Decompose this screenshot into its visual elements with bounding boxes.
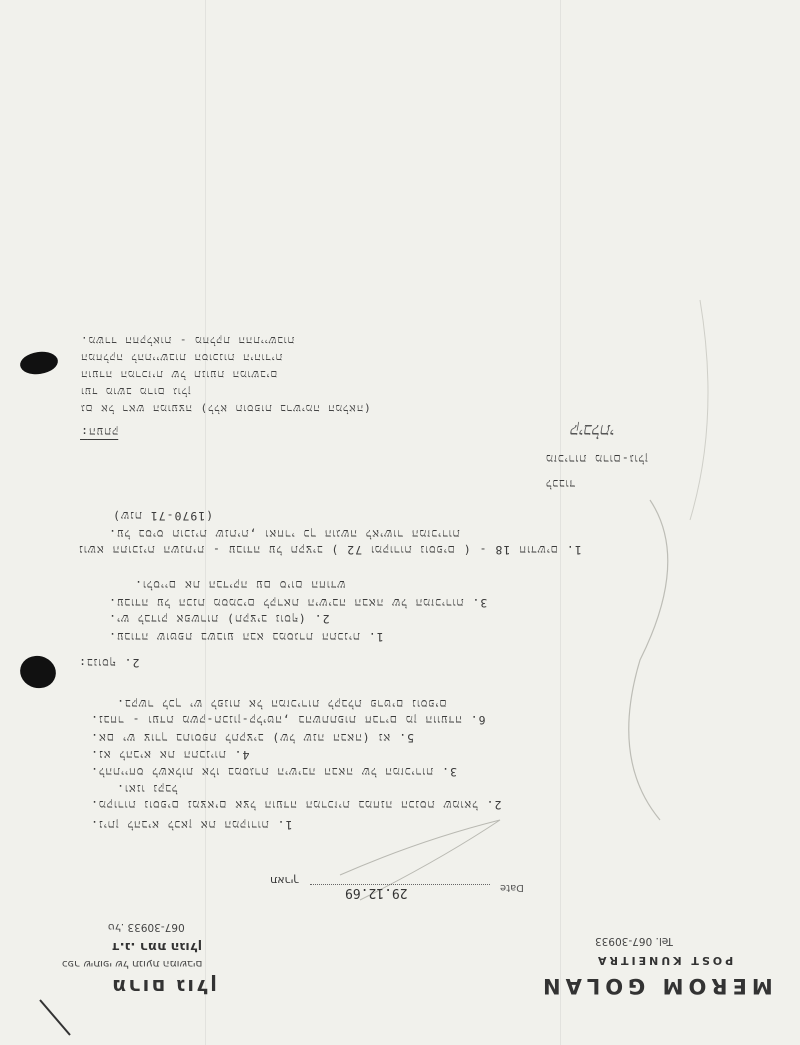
section-text: (1970-71 שנת) (112, 509, 214, 523)
section-two-item-2 (108, 612, 330, 626)
section-two-item-1 (108, 630, 384, 644)
section-label: בנוסף: (78, 656, 116, 670)
date-value: 29.12.69 (345, 885, 408, 900)
item-text: ניתן להביא לכאן את המקורות. (90, 818, 269, 832)
recipient-line: משרד החקלאות - מחלקת ההתיישבות. (80, 334, 295, 347)
recipient-line: גם אל ראש המועצה (ללא תוספות ברשימה המלאה) (80, 402, 371, 415)
hebrew-company-name: מרום גולן (110, 975, 218, 999)
post-line: POST KUNEITRA (595, 954, 734, 967)
hebrew-tel: טל. 067-30933 (108, 921, 185, 933)
item-6-continued (116, 697, 447, 711)
date-label-en: Date (500, 882, 524, 893)
addressee-line-2: מזכירות מרום-גולן (545, 452, 648, 466)
item-number: 3. (471, 596, 488, 610)
item-text: עבודה על הכנת מסמכים לקראת הישיבה הבאה של המזכירות. (108, 596, 464, 610)
item-number: 1. (367, 630, 384, 644)
tel-line: Tel. 067-30933 (595, 935, 673, 947)
item-number: 2. (313, 612, 330, 626)
item-number: 5. (398, 731, 415, 745)
item-text: יש לבדוק אפשרות (תקציב נוסף). (108, 612, 306, 626)
item-2 (90, 798, 501, 812)
item-6 (90, 713, 486, 727)
item-number: 1. (276, 818, 293, 832)
hebrew-subtitle: ד.נ. רמת הגולן (112, 939, 203, 954)
item-text: נא להביא את התכניות. (90, 748, 226, 762)
section-number: 2. (123, 656, 140, 670)
section-one-line-2 (108, 527, 460, 541)
recipient-line: הועדה המרכזית של תנועת המושבים (80, 368, 278, 381)
item-text: ואנו נקבל. (116, 782, 178, 796)
item-number: 4. (233, 748, 250, 762)
item-5 (90, 731, 414, 745)
recipient-line: המחלקה להתיישבות הסוכנות היהודית (80, 351, 283, 364)
item-text: להתייחס לשאלות אלו במסגרת הישיבה הבאה של המזכירות. (90, 765, 434, 779)
item-number: 3. (441, 765, 457, 779)
date-rule (310, 884, 490, 885)
item-text: עבודה שוטפת בשבוע הבא במסגרת התכנית. (108, 630, 360, 644)
section-one-line-1 (78, 543, 582, 557)
item-1 (90, 818, 292, 832)
item-number: 2. (485, 798, 502, 812)
item-text: בקשר לכך יש לפנות אל המזכירות לקבלת פרטים נוספים. (116, 697, 447, 711)
item-text: נבחר - ועדת משק-תכנון-קליטה, בהשתתפות חברים מן הוועדה. (90, 713, 462, 727)
recipients-label: העתק: (80, 425, 119, 439)
item-text: מקורות נוספים נמצאים אצל הועדה המרכזית במחנה הכנסת שמואל. (90, 798, 478, 812)
recipient-line: ועד מושב מרום גולן (80, 385, 191, 398)
item-text: ולסיים את הבדיקה עם סיום החודש. (134, 578, 346, 592)
section-two-item-3 (108, 596, 487, 610)
date-label-he: תאריך (270, 874, 300, 887)
hebrew-address: כפר שיתופי של תנועת המושבים (62, 958, 203, 970)
section-number: 1. (565, 543, 582, 557)
company-name: MEROM GOLAN (538, 974, 773, 998)
item-2-continued (116, 782, 177, 796)
section-two-heading (78, 656, 139, 670)
item-number: 6. (469, 713, 486, 727)
section-text: נושא התוכנית השנתית - עבודה על תקציב ( 72 ומקורות נוספים ) - 18 חודשים (78, 543, 558, 557)
section-text: על בסיס תוכנית שנתית, ואחרי כך הוגשה לאישור המזכירות. (108, 527, 460, 541)
section-one-line-3 (112, 509, 213, 523)
item-4 (90, 748, 249, 762)
item-3 (90, 765, 457, 779)
addressee-line-1: לכבוד (545, 477, 576, 491)
handwritten-note: קיבלתי (570, 420, 615, 440)
item-text: אם יש צורך בתוספת לתקציב (של שנה הבאה) נא. (90, 731, 391, 745)
section-two-item-3-continued (134, 578, 345, 592)
